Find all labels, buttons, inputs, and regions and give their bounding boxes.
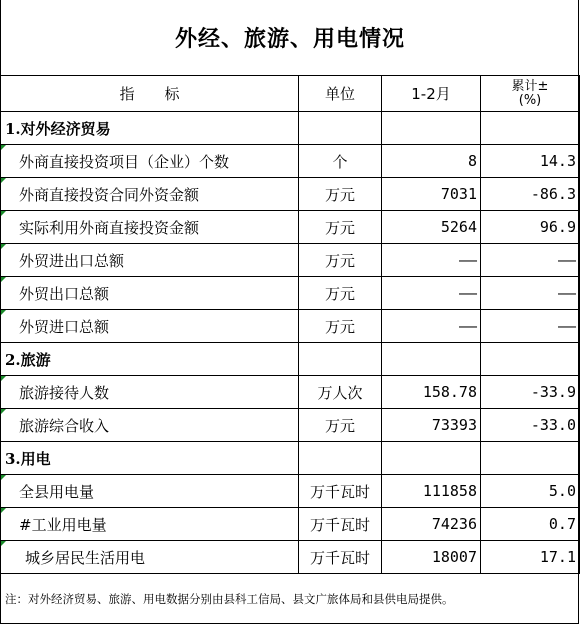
change-cell: —— xyxy=(481,277,580,310)
unit-cell: 个 xyxy=(299,145,382,178)
change-cell: 0.7 xyxy=(481,508,580,541)
table-row xyxy=(1,277,580,310)
unit-cell: 万千瓦时 xyxy=(299,541,382,574)
change-cell: 14.3 xyxy=(481,145,580,178)
comment-marker-icon xyxy=(1,475,6,480)
indicator-label: 全县用电量 xyxy=(1,475,299,508)
indicator-label: 旅游综合收入 xyxy=(1,409,299,442)
indicator-label: 外贸进出口总额 xyxy=(1,244,299,277)
indicator-label: 外贸出口总额 xyxy=(1,277,299,310)
value-cell: —— xyxy=(382,244,481,277)
header-yoy-unit: (%) xyxy=(518,92,542,108)
table-row xyxy=(1,244,580,277)
comment-marker-icon xyxy=(1,145,6,150)
change-cell: —— xyxy=(481,310,580,343)
change-cell: -33.0 xyxy=(481,409,580,442)
empty-cell xyxy=(299,442,382,475)
section-label: 2.旅游 xyxy=(1,343,299,376)
change-cell: 5.0 xyxy=(481,475,580,508)
value-cell: 73393 xyxy=(382,409,481,442)
value-cell: —— xyxy=(382,277,481,310)
indicator-label: 外商直接投资合同外资金额 xyxy=(1,178,299,211)
empty-cell xyxy=(481,112,580,145)
section-label: 1.对外经济贸易 xyxy=(1,112,299,145)
unit-cell: 万千瓦时 xyxy=(299,475,382,508)
comment-marker-icon xyxy=(1,409,6,414)
comment-marker-icon xyxy=(1,541,6,546)
table-title: 外经、旅游、用电情况 xyxy=(0,0,579,75)
change-cell: -33.9 xyxy=(481,376,580,409)
unit-cell: 万千瓦时 xyxy=(299,508,382,541)
comment-marker-icon xyxy=(1,310,6,315)
header-yoy xyxy=(481,76,580,112)
section-row xyxy=(1,343,580,376)
indicator-label: 城乡居民生活用电 xyxy=(1,541,299,574)
table-row xyxy=(1,508,580,541)
unit-cell: 万元 xyxy=(299,277,382,310)
change-cell: —— xyxy=(481,244,580,277)
unit-cell: 万元 xyxy=(299,211,382,244)
empty-cell xyxy=(382,343,481,376)
table-row xyxy=(1,145,580,178)
comment-marker-icon xyxy=(1,376,6,381)
table-row xyxy=(1,376,580,409)
value-cell: 7031 xyxy=(382,178,481,211)
table-row xyxy=(1,211,580,244)
header-period: 1-2月 xyxy=(382,76,481,112)
header-unit: 单位 xyxy=(299,76,382,112)
indicator-label: 旅游接待人数 xyxy=(1,376,299,409)
indicator-label: #工业用电量 xyxy=(1,508,299,541)
indicator-label: 实际利用外商直接投资金额 xyxy=(1,211,299,244)
table-row xyxy=(1,178,580,211)
comment-marker-icon xyxy=(1,211,6,216)
table-row xyxy=(1,310,580,343)
header-row xyxy=(1,76,580,112)
header-yoy-label: 累计± xyxy=(511,78,549,94)
data-table xyxy=(0,75,580,574)
change-cell: -86.3 xyxy=(481,178,580,211)
value-cell: 74236 xyxy=(382,508,481,541)
comment-marker-icon xyxy=(1,178,6,183)
value-cell: 111858 xyxy=(382,475,481,508)
value-cell: 18007 xyxy=(382,541,481,574)
empty-cell xyxy=(299,112,382,145)
section-label: 3.用电 xyxy=(1,442,299,475)
indicator-label: 外贸进口总额 xyxy=(1,310,299,343)
unit-cell: 万元 xyxy=(299,178,382,211)
empty-cell xyxy=(481,442,580,475)
value-cell: —— xyxy=(382,310,481,343)
change-cell: 96.9 xyxy=(481,211,580,244)
comment-marker-icon xyxy=(1,244,6,249)
indicator-label: 外商直接投资项目（企业）个数 xyxy=(1,145,299,178)
empty-cell xyxy=(382,112,481,145)
value-cell: 5264 xyxy=(382,211,481,244)
comment-marker-icon xyxy=(1,277,6,282)
empty-cell xyxy=(481,343,580,376)
comment-marker-icon xyxy=(1,508,6,513)
empty-cell xyxy=(382,442,481,475)
unit-cell: 万元 xyxy=(299,310,382,343)
value-cell: 8 xyxy=(382,145,481,178)
table-row xyxy=(1,475,580,508)
value-cell: 158.78 xyxy=(382,376,481,409)
section-row xyxy=(1,442,580,475)
change-cell: 17.1 xyxy=(481,541,580,574)
table-row xyxy=(1,409,580,442)
empty-cell xyxy=(299,343,382,376)
footnote: 注：对外经济贸易、旅游、用电数据分别由县科工信局、县文广旅体局和县供电局提供。 xyxy=(0,569,579,624)
unit-cell: 万元 xyxy=(299,244,382,277)
unit-cell: 万元 xyxy=(299,409,382,442)
section-row xyxy=(1,112,580,145)
unit-cell: 万人次 xyxy=(299,376,382,409)
header-indicator: 指 标 xyxy=(1,76,299,112)
